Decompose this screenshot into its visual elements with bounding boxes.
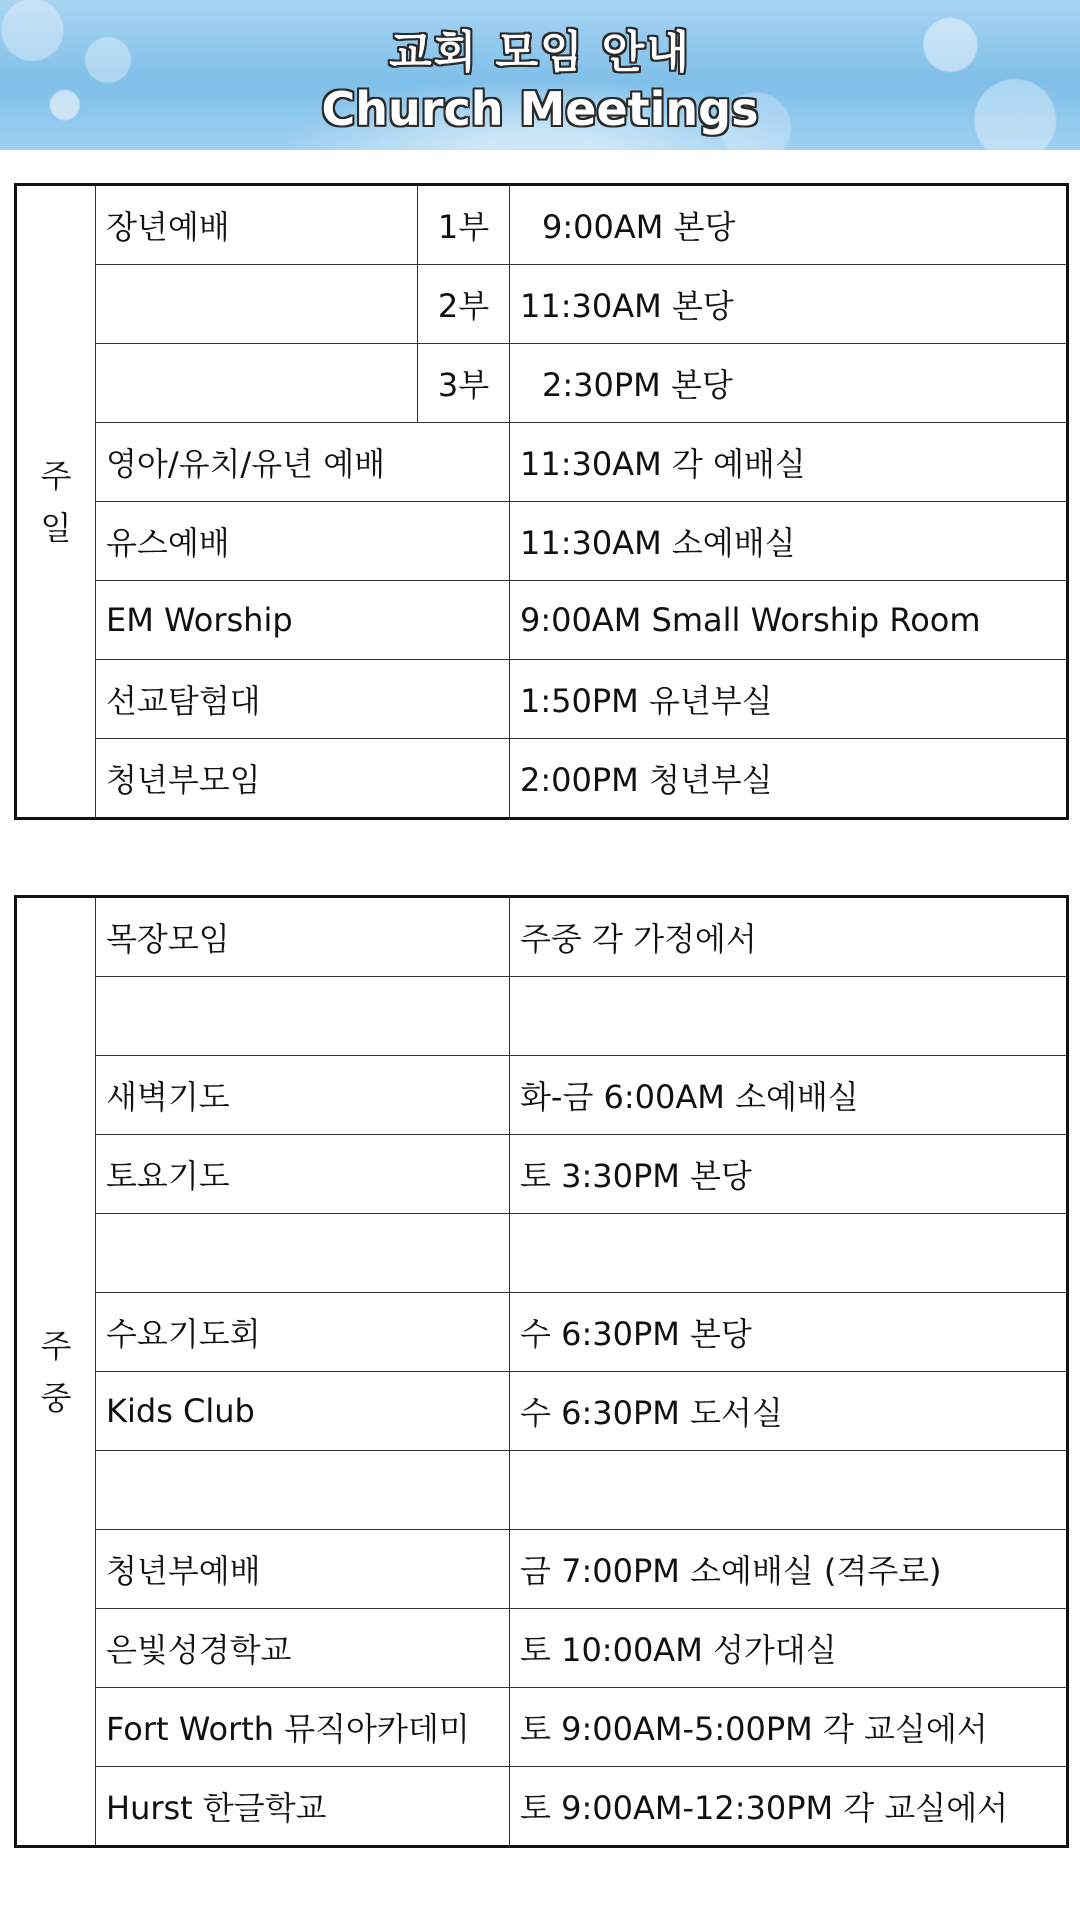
meeting-time: 토 9:00AM-12:30PM 각 교실에서 [510, 1767, 1068, 1847]
table-row [16, 1530, 1068, 1609]
meeting-time [510, 977, 1068, 1056]
meeting-name: 장년예배 [96, 185, 418, 265]
table-row [16, 897, 1068, 977]
session-part: 1부 [418, 185, 510, 265]
section-label-char: 주 [40, 1326, 72, 1365]
empty-cell [96, 344, 418, 423]
meeting-name: 청년부예배 [96, 1530, 510, 1609]
meeting-time [510, 1214, 1068, 1293]
section-label-char: 중 [40, 1378, 72, 1417]
meeting-name: 새벽기도 [96, 1056, 510, 1135]
table-row [16, 739, 1068, 819]
meeting-time: 수 6:30PM 본당 [510, 1293, 1068, 1372]
title-english: Church Meetings [321, 82, 759, 136]
table-row [16, 1056, 1068, 1135]
meeting-time: 11:30AM 각 예배실 [510, 423, 1068, 502]
meeting-name: 수요기도회 [96, 1293, 510, 1372]
table-row [16, 1293, 1068, 1372]
meeting-name: EM Worship [96, 581, 510, 660]
meeting-name: Hurst 한글학교 [96, 1767, 510, 1847]
table-row [16, 1688, 1068, 1767]
meeting-time [510, 1451, 1068, 1530]
meeting-time: 1:50PM 유년부실 [510, 660, 1068, 739]
section-label-char: 주 [40, 456, 72, 495]
table-row [16, 660, 1068, 739]
meeting-name: 청년부모임 [96, 739, 510, 819]
meeting-name: 목장모임 [96, 897, 510, 977]
table-row [16, 581, 1068, 660]
table-row [16, 1451, 1068, 1530]
title-korean: 교회 모임 안내 [389, 27, 691, 78]
session-part: 3부 [418, 344, 510, 423]
table-row [16, 1372, 1068, 1451]
meeting-name [96, 1451, 510, 1530]
header-banner [0, 0, 1080, 150]
sunday-schedule-table [14, 183, 1069, 820]
weekday-schedule-table [14, 895, 1069, 1848]
meeting-name: 선교탐험대 [96, 660, 510, 739]
meeting-time: 주중 각 가정에서 [510, 897, 1068, 977]
meeting-time: 9:00AM 본당 [510, 185, 1068, 265]
meeting-name: 토요기도 [96, 1135, 510, 1214]
meeting-name: Fort Worth 뮤직아카데미 [96, 1688, 510, 1767]
section-label-sunday [16, 185, 96, 819]
table-row [16, 977, 1068, 1056]
empty-cell [96, 265, 418, 344]
meeting-name: 은빛성경학교 [96, 1609, 510, 1688]
table-row [16, 1609, 1068, 1688]
table-row [16, 1767, 1068, 1847]
meeting-time: 토 3:30PM 본당 [510, 1135, 1068, 1214]
meeting-name [96, 977, 510, 1056]
table-row [16, 1214, 1068, 1293]
section-label-char: 일 [40, 508, 72, 547]
table-row [16, 344, 1068, 423]
meeting-time: 금 7:00PM 소예배실 (격주로) [510, 1530, 1068, 1609]
meeting-name [96, 1214, 510, 1293]
meeting-time: 2:30PM 본당 [510, 344, 1068, 423]
meeting-time: 수 6:30PM 도서실 [510, 1372, 1068, 1451]
session-part: 2부 [418, 265, 510, 344]
meeting-time: 토 10:00AM 성가대실 [510, 1609, 1068, 1688]
table-row [16, 502, 1068, 581]
table-row [16, 423, 1068, 502]
meeting-name: Kids Club [96, 1372, 510, 1451]
meeting-time: 토 9:00AM-5:00PM 각 교실에서 [510, 1688, 1068, 1767]
meeting-time: 화-금 6:00AM 소예배실 [510, 1056, 1068, 1135]
meeting-time: 11:30AM 소예배실 [510, 502, 1068, 581]
meeting-time: 11:30AM 본당 [510, 265, 1068, 344]
meeting-time: 2:00PM 청년부실 [510, 739, 1068, 819]
table-row [16, 1135, 1068, 1214]
section-label-weekday [16, 897, 96, 1847]
meeting-time: 9:00AM Small Worship Room [510, 581, 1068, 660]
table-row [16, 265, 1068, 344]
meeting-name: 유스예배 [96, 502, 510, 581]
table-row [16, 185, 1068, 265]
meeting-name: 영아/유치/유년 예배 [96, 423, 510, 502]
